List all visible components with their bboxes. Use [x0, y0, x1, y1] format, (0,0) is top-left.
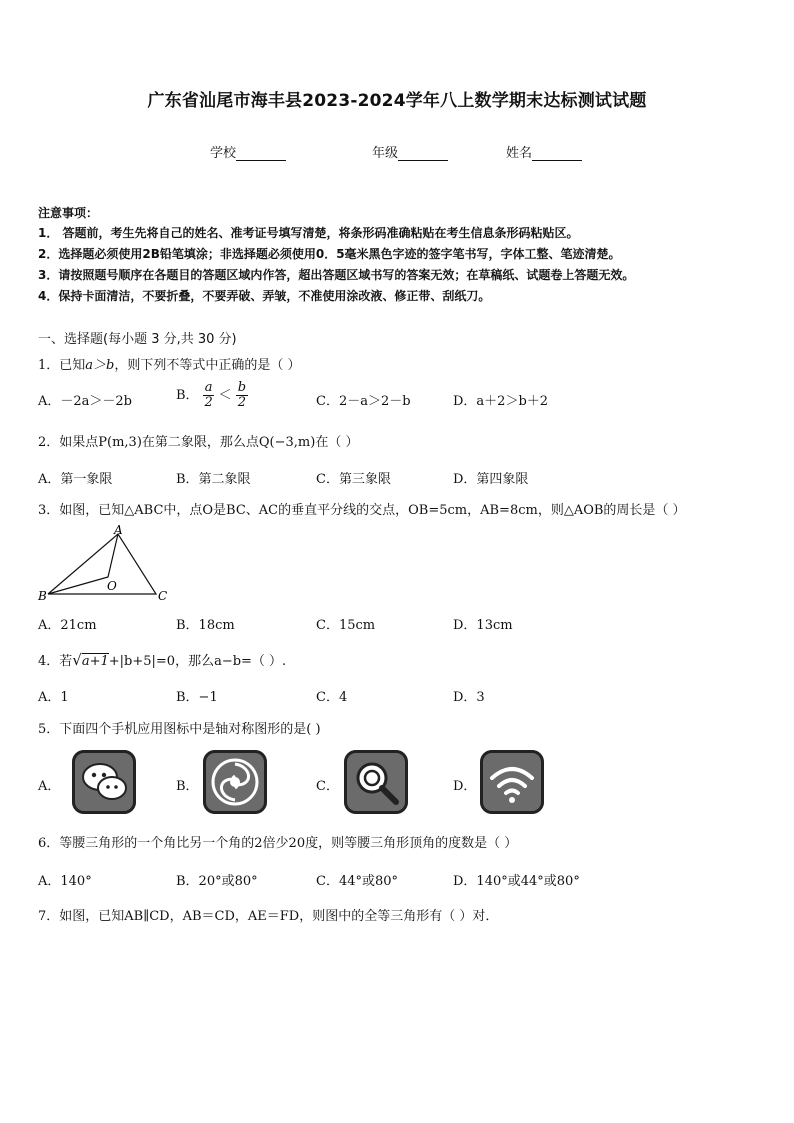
swirl-icon[interactable] — [203, 750, 267, 814]
fraction — [236, 381, 248, 410]
vertex-a-label: A — [114, 523, 123, 537]
q1-option-b[interactable] — [176, 381, 248, 410]
q5-option-c[interactable]: C． — [316, 779, 339, 794]
section-heading: 一、选择题(每小题 3 分,共 30 分) — [38, 332, 237, 347]
q2-option-c[interactable]: C．第三象限 — [316, 472, 391, 487]
chat-bubbles-icon[interactable] — [72, 750, 136, 814]
q6-option-c[interactable]: C．44°或80° — [316, 874, 399, 889]
q4-option-b[interactable]: B．−1 — [176, 690, 218, 705]
notes-heading: 注意事项： — [38, 206, 99, 220]
q1-stem-prefix: 1．已知 — [38, 358, 86, 373]
q4-stem-prefix: 4．若 — [38, 654, 73, 669]
note-item: 1． 答题前，考生先将自己的姓名、准考证号填写清楚，将条形码准确粘贴在考生信息条形码粘贴区。 — [38, 226, 579, 240]
denominator: 2 — [237, 395, 247, 410]
q4-option-d[interactable]: D．3 — [453, 690, 485, 705]
sqrt-sign: √ — [72, 651, 82, 669]
question-6-stem: 6．等腰三角形的一个角比另一个角的2倍少20度，则等腰三角形顶角的度数是（ ） — [38, 836, 518, 851]
wifi-icon[interactable] — [480, 750, 544, 814]
question-2-stem: 2．如果点P(m,3)在第二象限，那么点Q(−3,m)在（ ） — [38, 435, 359, 450]
q1-option-c[interactable]: C．2－a＞2－b — [316, 394, 411, 409]
grade-label: 年级 — [372, 146, 399, 161]
fraction — [203, 381, 215, 410]
vertex-b-label: B — [38, 589, 47, 603]
q4-stem-suffix: +|b+5|=0，那么a−b=（ ）. — [108, 654, 287, 669]
magnifier-icon[interactable] — [344, 750, 408, 814]
q3-option-a[interactable]: A．21cm — [38, 618, 97, 633]
q3-option-b[interactable]: B．18cm — [176, 618, 235, 633]
numerator: b — [237, 380, 247, 395]
school-label: 学校 — [210, 146, 237, 161]
name-label: 姓名 — [506, 146, 533, 161]
q4-option-c[interactable]: C．4 — [316, 690, 348, 705]
q1-option-a[interactable]: A．－2a＞－2b — [38, 394, 133, 409]
question-1-stem — [38, 354, 301, 373]
denominator: 2 — [204, 395, 213, 410]
q2-option-a[interactable]: A．第一象限 — [38, 472, 113, 487]
question-4-stem — [38, 650, 286, 669]
grade-field[interactable] — [372, 142, 448, 161]
q5-option-d[interactable]: D． — [453, 779, 477, 794]
question-5-stem: 5．下面四个手机应用图标中是轴对称图形的是( ) — [38, 722, 321, 737]
note-item: 4．保持卡面清洁，不要折叠，不要弄破、弄皱，不准使用涂改液、修正带、刮纸刀。 — [38, 289, 491, 303]
q6-option-b[interactable]: B．20°或80° — [176, 874, 258, 889]
q6-option-d[interactable]: D．140°或44°或80° — [453, 874, 580, 889]
note-item: 2．选择题必须使用2B铅笔填涂；非选择题必须使用0．5毫米黑色字迹的签字笔书写，字体工整、笔迹清楚。 — [38, 247, 621, 261]
q6-option-a[interactable]: A．140° — [38, 874, 92, 889]
school-field[interactable] — [210, 142, 286, 161]
note-item: 3．请按照题号顺序在各题目的答题区域内作答，超出答题区域书写的答案无效；在草稿纸、试题卷上答题无效。 — [38, 268, 635, 282]
q3-option-d[interactable]: D．13cm — [453, 618, 513, 633]
operator: ＜ — [218, 388, 232, 403]
q2-option-b[interactable]: B．第二象限 — [176, 472, 251, 487]
question-3-stem: 3．如图，已知△ABC中，点O是BC、AC的垂直平分线的交点，OB=5cm，AB=8cm，则△AOB的周长是（ ） — [38, 503, 686, 518]
q1-condition: a＞b — [85, 358, 115, 373]
point-o-label: O — [107, 579, 117, 593]
q3-option-c[interactable]: C．15cm — [316, 618, 376, 633]
q5-option-b[interactable]: B． — [176, 779, 199, 794]
sqrt-content: a+1 — [81, 654, 109, 669]
triangle-figure — [36, 522, 176, 604]
q5-option-a[interactable]: A． — [38, 779, 61, 794]
q1-stem-suffix: ，则下列不等式中正确的是（ ） — [114, 358, 301, 373]
name-field[interactable] — [506, 142, 582, 161]
page-title: 广东省汕尾市海丰县2023-2024学年八上数学期末达标测试试题 — [147, 91, 647, 111]
vertex-c-label: C — [158, 589, 168, 603]
question-7-stem: 7．如图，已知AB∥CD，AB＝CD，AE＝FD，则图中的全等三角形有（ ）对． — [38, 909, 499, 924]
numerator: a — [204, 380, 213, 395]
q1-option-d[interactable]: D．a＋2＞b＋2 — [453, 394, 549, 409]
q2-option-d[interactable]: D．第四象限 — [453, 472, 529, 487]
q4-option-a[interactable]: A．1 — [38, 690, 69, 705]
q1-b-label: B． — [176, 388, 199, 403]
